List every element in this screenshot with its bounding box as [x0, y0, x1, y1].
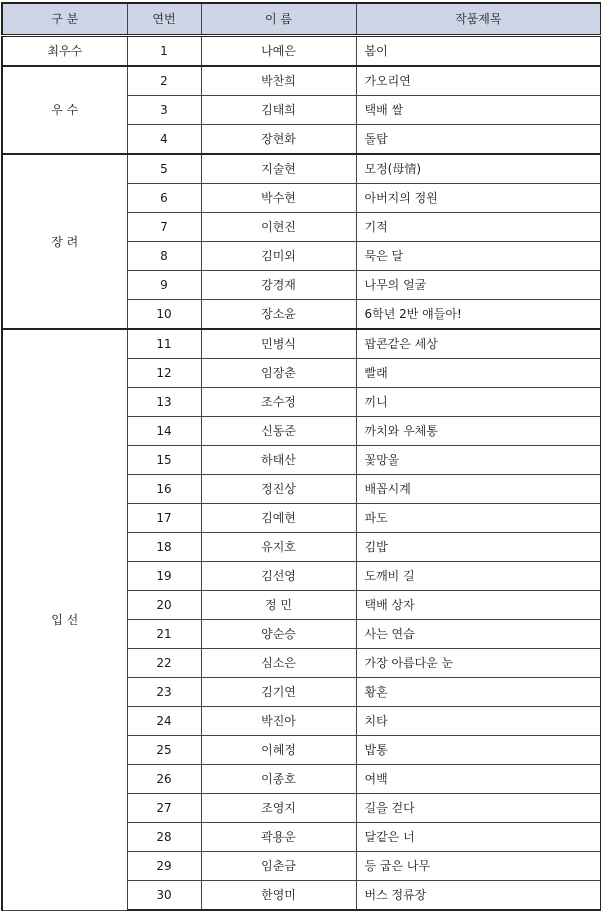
work-title: 팝콘같은 세상 [356, 329, 601, 359]
entrant-name: 양순승 [201, 620, 356, 649]
entry-number: 5 [127, 154, 201, 184]
entrant-name: 김태희 [201, 96, 356, 125]
award-category: 입 선 [2, 329, 127, 910]
work-title: 가장 아름다운 눈 [356, 649, 601, 678]
work-title: 까치와 우체통 [356, 417, 601, 446]
entry-number: 27 [127, 794, 201, 823]
work-title: 택배 쌀 [356, 96, 601, 125]
entry-number: 28 [127, 823, 201, 852]
entry-number: 13 [127, 388, 201, 417]
entrant-name: 지술현 [201, 154, 356, 184]
entrant-name: 곽용운 [201, 823, 356, 852]
award-category: 장 려 [2, 154, 127, 329]
work-title: 아버지의 정원 [356, 184, 601, 213]
work-title: 끼니 [356, 388, 601, 417]
entrant-name: 이혜정 [201, 736, 356, 765]
entrant-name: 장소윤 [201, 300, 356, 330]
entrant-name: 김기연 [201, 678, 356, 707]
header-number: 연번 [127, 3, 201, 36]
entry-number: 3 [127, 96, 201, 125]
header-name: 이 름 [201, 3, 356, 36]
entry-number: 26 [127, 765, 201, 794]
entry-number: 16 [127, 475, 201, 504]
entry-number: 10 [127, 300, 201, 330]
entry-number: 29 [127, 852, 201, 881]
entry-number: 2 [127, 66, 201, 96]
work-title: 길을 걷다 [356, 794, 601, 823]
entry-number: 14 [127, 417, 201, 446]
work-title: 나무의 얼굴 [356, 271, 601, 300]
entry-number: 24 [127, 707, 201, 736]
entrant-name: 강경재 [201, 271, 356, 300]
entry-number: 7 [127, 213, 201, 242]
header-category: 구 분 [2, 3, 127, 36]
work-title: 택배 상자 [356, 591, 601, 620]
work-title: 사는 연습 [356, 620, 601, 649]
work-title: 돌탑 [356, 125, 601, 155]
work-title: 가오리연 [356, 66, 601, 96]
table-row [2, 36, 601, 67]
entrant-name: 조수정 [201, 388, 356, 417]
entry-number: 8 [127, 242, 201, 271]
header-title: 작품제목 [356, 3, 601, 36]
results-table [1, 2, 601, 911]
work-title: 밥통 [356, 736, 601, 765]
work-title: 6학년 2반 얘들아! [356, 300, 601, 330]
award-category: 최우수 [2, 36, 127, 67]
entrant-name: 심소은 [201, 649, 356, 678]
entry-number: 15 [127, 446, 201, 475]
entrant-name: 나예은 [201, 36, 356, 67]
entrant-name: 조영지 [201, 794, 356, 823]
entrant-name: 정진상 [201, 475, 356, 504]
entrant-name: 한영미 [201, 881, 356, 911]
entrant-name: 신동준 [201, 417, 356, 446]
work-title: 배꼽시계 [356, 475, 601, 504]
work-title: 여백 [356, 765, 601, 794]
award-category: 우 수 [2, 66, 127, 154]
table-row [2, 66, 601, 96]
entrant-name: 민병식 [201, 329, 356, 359]
entry-number: 25 [127, 736, 201, 765]
entry-number: 17 [127, 504, 201, 533]
entrant-name: 임춘금 [201, 852, 356, 881]
entrant-name: 정 민 [201, 591, 356, 620]
work-title: 버스 정류장 [356, 881, 601, 911]
entry-number: 21 [127, 620, 201, 649]
entrant-name: 이종호 [201, 765, 356, 794]
entry-number: 23 [127, 678, 201, 707]
entrant-name: 이현진 [201, 213, 356, 242]
entry-number: 19 [127, 562, 201, 591]
entry-number: 12 [127, 359, 201, 388]
entrant-name: 장현화 [201, 125, 356, 155]
entrant-name: 임장춘 [201, 359, 356, 388]
work-title: 묵은 달 [356, 242, 601, 271]
entry-number: 4 [127, 125, 201, 155]
work-title: 모정(母情) [356, 154, 601, 184]
entrant-name: 박수현 [201, 184, 356, 213]
table-row [2, 329, 601, 359]
entrant-name: 박찬희 [201, 66, 356, 96]
work-title: 등 굽은 나무 [356, 852, 601, 881]
table-body [2, 36, 601, 911]
work-title: 빨래 [356, 359, 601, 388]
entry-number: 18 [127, 533, 201, 562]
table-row [2, 154, 601, 184]
entrant-name: 김예현 [201, 504, 356, 533]
work-title: 도깨비 길 [356, 562, 601, 591]
work-title: 파도 [356, 504, 601, 533]
entrant-name: 김미외 [201, 242, 356, 271]
entrant-name: 김선영 [201, 562, 356, 591]
entry-number: 1 [127, 36, 201, 67]
header-row [2, 3, 601, 36]
work-title: 꽃망울 [356, 446, 601, 475]
entry-number: 30 [127, 881, 201, 911]
work-title: 달같은 너 [356, 823, 601, 852]
entrant-name: 하태산 [201, 446, 356, 475]
work-title: 봄이 [356, 36, 601, 67]
entry-number: 9 [127, 271, 201, 300]
work-title: 김밥 [356, 533, 601, 562]
work-title: 황혼 [356, 678, 601, 707]
work-title: 기적 [356, 213, 601, 242]
work-title: 치타 [356, 707, 601, 736]
entry-number: 20 [127, 591, 201, 620]
entrant-name: 유지호 [201, 533, 356, 562]
entrant-name: 박진아 [201, 707, 356, 736]
entry-number: 22 [127, 649, 201, 678]
entry-number: 11 [127, 329, 201, 359]
entry-number: 6 [127, 184, 201, 213]
